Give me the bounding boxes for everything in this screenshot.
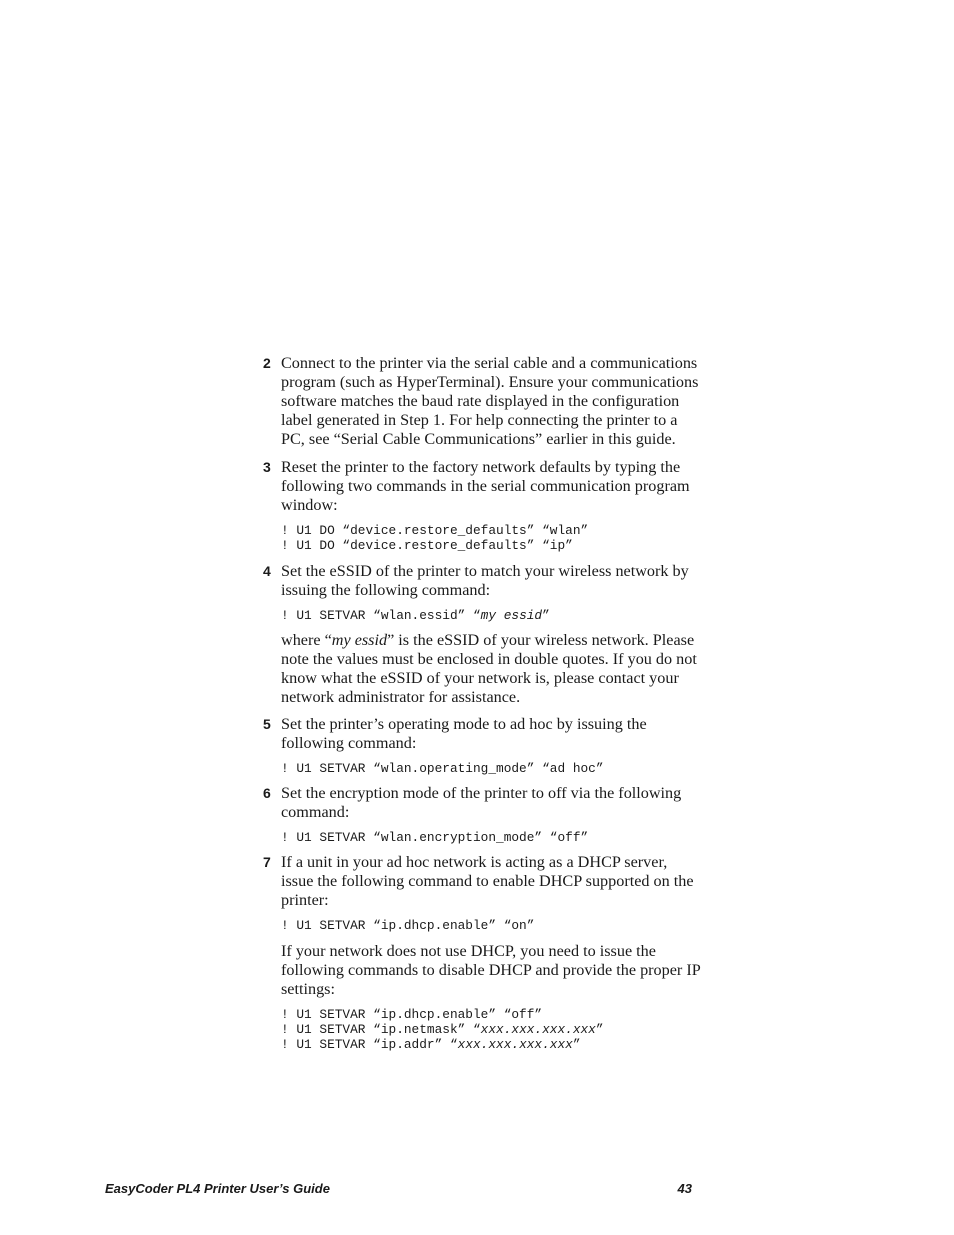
step-text: Set the printer’s operating mode to ad hoc by issuing the following command: <box>281 714 647 752</box>
code-line <box>281 1037 703 1052</box>
step-6 <box>263 784 703 845</box>
note-text: ” is the eSSID of your wireless network. Please note the values must be enclosed in double quotes. If you do not know what the eSSID of your network is, please contact your network administrator for assistance. <box>281 630 697 706</box>
code-placeholder: xxx.xxx.xxx.xxx <box>480 1022 596 1038</box>
code-line <box>281 608 703 623</box>
page-content <box>263 354 703 1053</box>
step-text: Reset the printer to the factory network defaults by typing the following two commands in the serial communication program window: <box>281 458 690 514</box>
code-line: ! U1 DO “device.restore_defaults” “wlan” <box>281 523 589 538</box>
step-number: 3 <box>263 459 271 475</box>
step-5 <box>263 715 703 776</box>
step-text: Connect to the printer via the serial cable and a communications program (such as HyperTerminal). Ensure your communications software matches the baud rate displayed in the configuration label generated in Step 1. For help connecting the printer to a PC, see “Serial Cable Communications” earlier in this guide. <box>281 354 699 448</box>
code-placeholder: my essid <box>480 607 543 623</box>
code-line: ! U1 SETVAR “ip.dhcp.enable” “off” <box>281 1006 543 1022</box>
code-line: ! U1 SETVAR “wlan.operating_mode” “ad hoc” <box>281 760 604 776</box>
step-text: If a unit in your ad hoc network is acting as a DHCP server, issue the following command to enable DHCP supported on the printer: <box>281 853 694 910</box>
step-number: 7 <box>263 854 271 871</box>
step-note <box>281 631 703 707</box>
note-placeholder: my essid <box>331 630 388 649</box>
step-number: 2 <box>263 355 271 371</box>
note-text: where “ <box>281 630 332 649</box>
code-text: ! U1 SETVAR “ip.addr” “ <box>281 1037 458 1053</box>
step-3 <box>263 458 703 554</box>
step-text: Set the eSSID of the printer to match your wireless network by issuing the following command: <box>281 561 689 599</box>
code-text: ! U1 SETVAR “wlan.essid” “ <box>281 607 481 623</box>
page-footer <box>105 1181 692 1196</box>
step-note: If your network does not use DHCP, you need to issue the following commands to disable DHCP and provide the proper IP settings: <box>281 941 701 998</box>
step-4 <box>263 562 703 707</box>
code-text: ” <box>542 607 550 623</box>
code-line: ! U1 DO “device.restore_defaults” “ip” <box>281 538 573 554</box>
code-text: ” <box>595 1022 604 1038</box>
code-line: ! U1 SETVAR “wlan.encryption_mode” “off” <box>281 830 589 846</box>
step-7 <box>263 853 703 1052</box>
page-number: 43 <box>677 1181 692 1196</box>
step-2 <box>263 354 703 449</box>
step-number: 4 <box>263 562 271 579</box>
code-line <box>281 1022 703 1037</box>
code-text: ! U1 SETVAR “ip.netmask” “ <box>281 1022 481 1038</box>
step-number: 6 <box>263 785 271 802</box>
code-text: ” <box>572 1037 581 1053</box>
step-number: 5 <box>263 715 271 732</box>
code-placeholder: xxx.xxx.xxx.xxx <box>457 1037 573 1053</box>
step-text: Set the encryption mode of the printer to off via the following command: <box>281 784 682 822</box>
code-line: ! U1 SETVAR “ip.dhcp.enable” “on” <box>281 918 535 934</box>
footer-title: EasyCoder PL4 Printer User’s Guide <box>105 1181 330 1196</box>
